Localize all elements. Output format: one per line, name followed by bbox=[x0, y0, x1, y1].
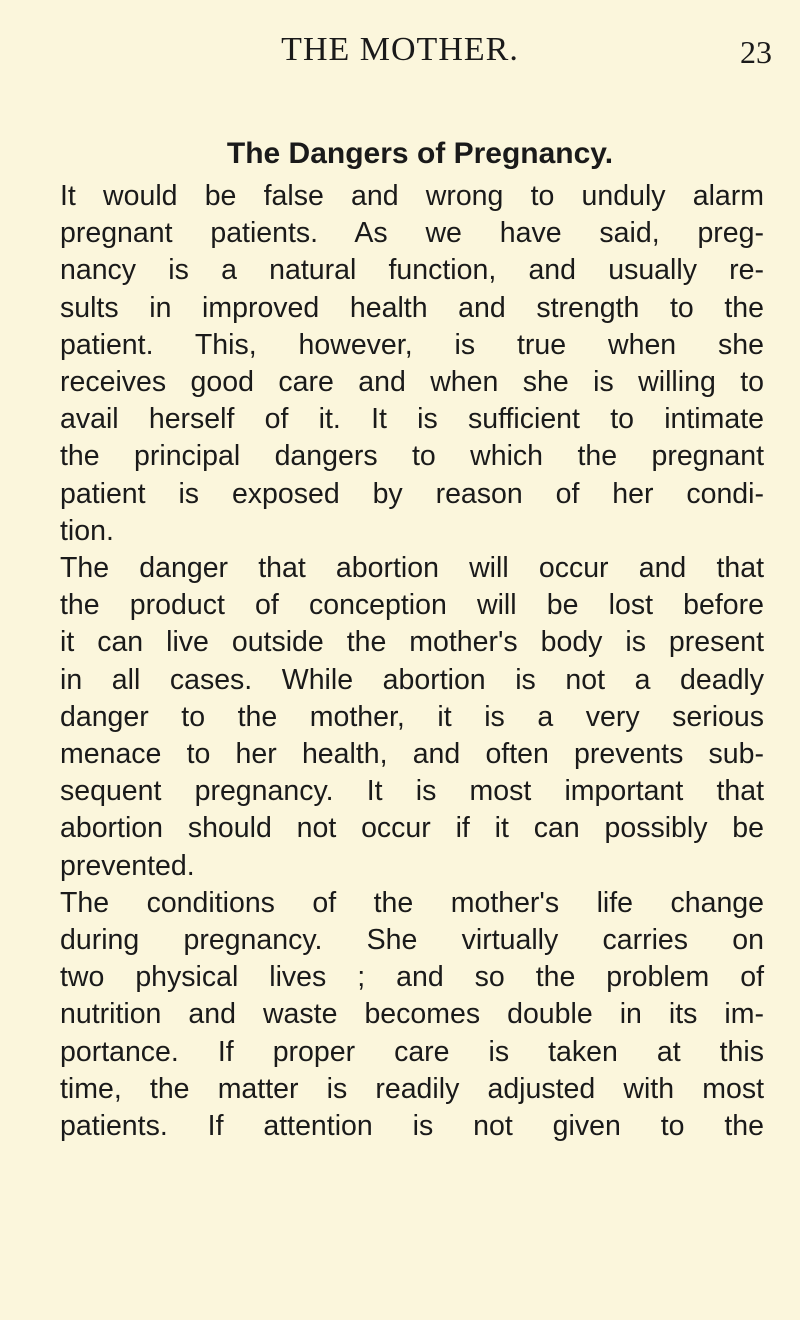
running-header bbox=[0, 30, 800, 70]
text-line: nancy is a natural function, and usually re- bbox=[60, 254, 764, 287]
text-line: pregnant patients. As we have said, preg- bbox=[60, 217, 764, 250]
paragraph-1 bbox=[60, 178, 764, 550]
text-line: portance. If proper care is taken at this bbox=[60, 1035, 764, 1068]
text-line: in all cases. While abortion is not a deadly bbox=[60, 663, 764, 696]
text-line: time, the matter is readily adjusted with most bbox=[60, 1072, 764, 1105]
running-title: THE MOTHER. bbox=[281, 31, 519, 68]
text-line: prevented. bbox=[60, 849, 195, 882]
page-number: 23 bbox=[740, 34, 772, 70]
text-line: patient. This, however, is true when she bbox=[60, 328, 764, 361]
text-line: It would be false and wrong to unduly alarm bbox=[60, 180, 764, 212]
text-line: tion. bbox=[60, 514, 114, 547]
text-line: patient is exposed by reason of her condi- bbox=[60, 477, 764, 510]
text-line: danger to the mother, it is a very serious bbox=[60, 700, 764, 733]
text-line: avail herself of it. It is sufficient to intimate bbox=[60, 403, 764, 436]
text-line: the product of conception will be lost before bbox=[60, 589, 764, 622]
text-line: receives good care and when she is willing to bbox=[60, 366, 764, 399]
text-line: the principal dangers to which the pregnant bbox=[60, 440, 764, 473]
paragraph-3 bbox=[60, 885, 764, 1145]
text-line: sequent pregnancy. It is most important that bbox=[60, 775, 764, 808]
section-heading: The Dangers of Pregnancy. bbox=[226, 137, 614, 170]
text-line: it can live outside the mother's body is present bbox=[60, 626, 764, 659]
text-line: nutrition and waste becomes double in its im- bbox=[60, 998, 764, 1031]
paragraph-2 bbox=[60, 550, 764, 885]
text-line: abortion should not occur if it can possibly be bbox=[60, 812, 764, 845]
text-line: sults in improved health and strength to the bbox=[60, 291, 764, 324]
text-line: during pregnancy. She virtually carries on bbox=[60, 924, 764, 957]
page-content bbox=[60, 135, 764, 1145]
text-line: patients. If attention is not given to the bbox=[60, 1110, 764, 1143]
text-line: menace to her health, and often prevents sub- bbox=[60, 738, 764, 771]
text-line: The conditions of the mother's life change bbox=[60, 886, 764, 919]
text-line: The danger that abortion will occur and that bbox=[60, 552, 764, 585]
text-line: two physical lives ; and so the problem of bbox=[60, 961, 764, 994]
